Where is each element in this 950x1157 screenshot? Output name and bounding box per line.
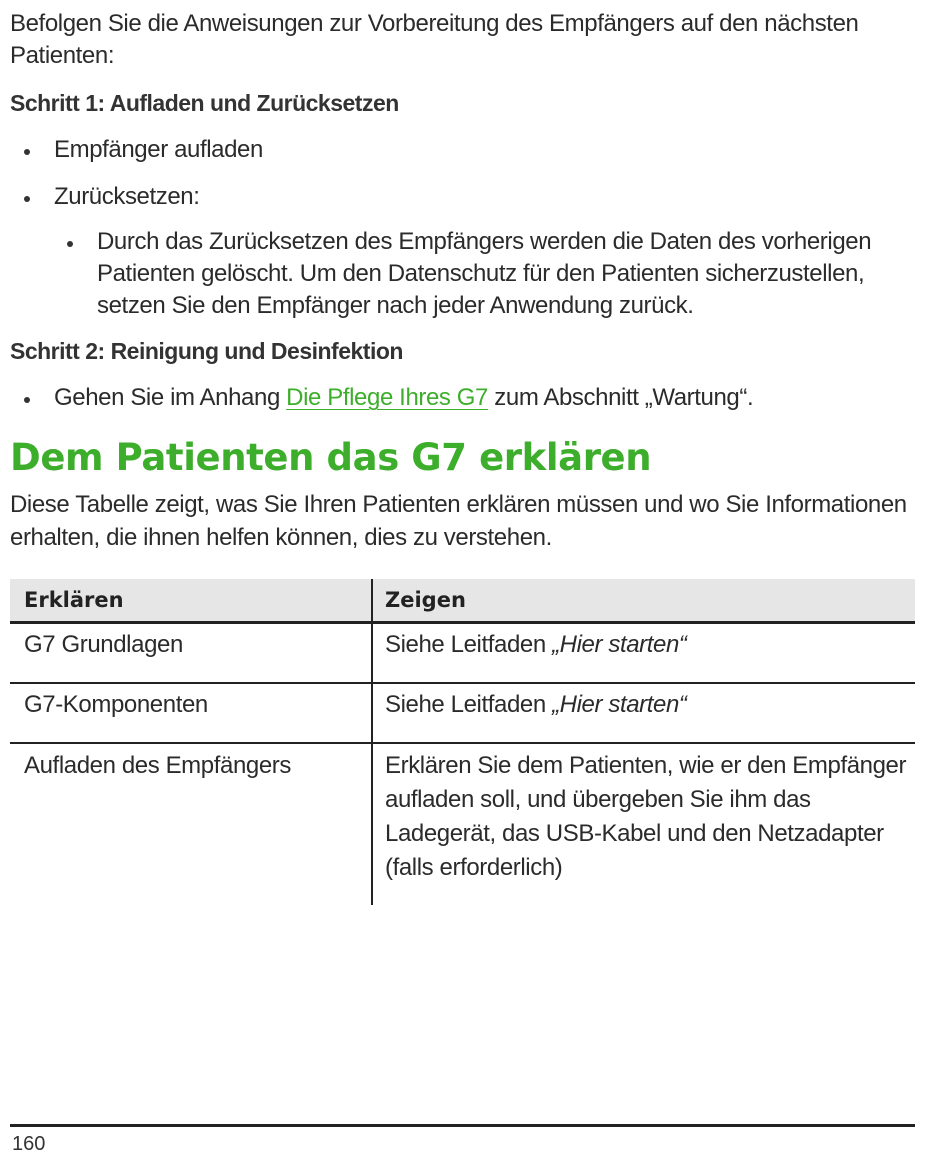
table-cell-explain: Aufladen des Empfängers — [24, 752, 291, 779]
table-cell-show: Erklären Sie dem Patienten, wie er den Empfänger aufladen soll, und übergeben Sie ihm das Ladegerät, das USB-Kabel und den Netzadapter (falls erforderlich) — [385, 752, 907, 881]
intro-text: Befolgen Sie die Anweisungen zur Vorbereitung des Empfängers auf den nächsten Patienten: — [10, 10, 859, 69]
step1-bullet-reset: Zurücksetzen: — [54, 183, 200, 210]
table-cell-explain: G7 Grundlagen — [24, 631, 183, 658]
show-emphasis: „Hier starten“ — [552, 691, 687, 718]
step2-heading: Schritt 2: Reinigung und Desinfektion — [10, 338, 403, 364]
footer-rule — [10, 1124, 915, 1127]
step2-bullet — [54, 382, 753, 414]
table-cell-show — [385, 628, 687, 662]
bullet-dot — [24, 397, 30, 403]
step1-sub-bullet: Durch das Zurücksetzen des Empfängers werden die Daten des vorherigen Patienten gelöscht. Um den Datenschutz für den Patienten sicherzustellen, setzen Sie den Empfänger nach jeder Anwendung zurück. — [97, 228, 872, 319]
step1-heading: Schritt 1: Aufladen und Zurücksetzen — [10, 90, 399, 116]
page-number: 160 — [12, 1133, 46, 1155]
section-title: Dem Patienten das G7 erklären — [10, 436, 652, 479]
step2-bullet-suffix: zum Abschnitt „Wartung“. — [488, 384, 754, 411]
bullet-dot — [24, 196, 30, 202]
table-column-divider — [371, 579, 373, 905]
table-row-divider — [10, 742, 915, 744]
table-divider — [10, 621, 915, 624]
table-cell-explain: G7-Komponenten — [24, 691, 208, 718]
bullet-dot — [24, 149, 30, 155]
care-appendix-link[interactable]: Die Pflege Ihres G7 — [286, 384, 489, 411]
table-cell-show — [385, 688, 687, 722]
show-prefix: Siehe Leitfaden — [385, 631, 553, 658]
show-prefix: Siehe Leitfaden — [385, 691, 553, 718]
sub-bullet-dot — [67, 241, 73, 247]
section-description: Diese Tabelle zeigt, was Sie Ihren Patienten erklären müssen und wo Sie Informationen erhalten, die ihnen helfen können, dies zu verstehen. — [10, 491, 907, 551]
table-row-divider — [10, 682, 915, 684]
step1-bullet-charge: Empfänger aufladen — [54, 136, 263, 163]
table-header-explain: Erklären — [24, 588, 124, 612]
show-emphasis: „Hier starten“ — [552, 631, 687, 658]
table-header-show: Zeigen — [385, 588, 466, 612]
step2-bullet-prefix: Gehen Sie im Anhang — [54, 384, 287, 411]
